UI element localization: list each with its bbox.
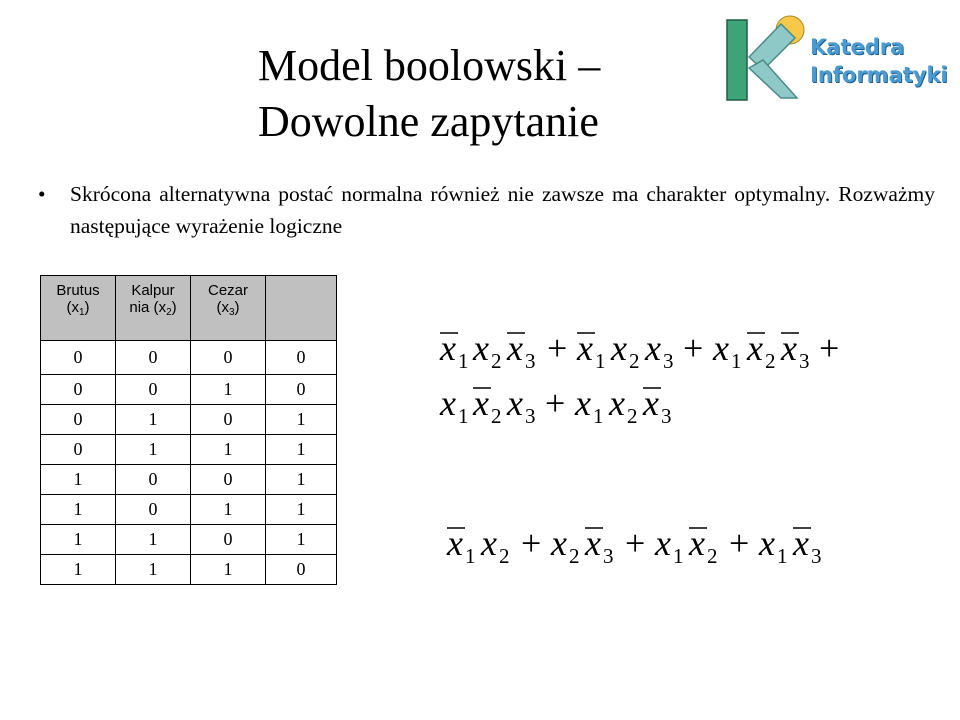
svg-text:1: 1 [458, 404, 469, 428]
table-cell: 1 [191, 495, 266, 525]
svg-text:x: x [643, 383, 659, 423]
svg-text:x: x [507, 383, 523, 423]
table-cell: 0 [41, 435, 116, 465]
svg-text:2: 2 [707, 544, 718, 568]
svg-text:x: x [440, 328, 456, 368]
table-cell: 1 [266, 495, 337, 525]
svg-text:2: 2 [491, 349, 502, 373]
svg-text:3: 3 [525, 404, 536, 428]
svg-text:2: 2 [491, 404, 502, 428]
logo-bar [727, 20, 747, 100]
svg-text:x: x [747, 328, 763, 368]
header-result [266, 276, 337, 341]
table-cell: 0 [41, 341, 116, 375]
table-cell: 0 [191, 465, 266, 495]
svg-text:x: x [507, 328, 523, 368]
svg-text:x: x [759, 523, 775, 563]
table-cell: 1 [191, 555, 266, 585]
bullet-point [38, 178, 935, 242]
svg-text:1: 1 [673, 544, 684, 568]
bullet-text: Skrócona alternatywna postać normalna również nie zawsze ma charakter optymalny. Rozważmy następujące wyrażenie logiczne [70, 182, 935, 238]
svg-text:1: 1 [593, 404, 604, 428]
header-cezar: Cezar $(x_3)$ [191, 276, 266, 341]
slide-title [258, 38, 600, 150]
svg-text:x: x [551, 523, 567, 563]
svg-text:+: + [819, 328, 840, 368]
table-cell: 1 [266, 435, 337, 465]
table-row [41, 435, 337, 465]
table-cell: 0 [266, 375, 337, 405]
svg-text:3: 3 [799, 349, 810, 373]
table-row [41, 555, 337, 585]
svg-text:x: x [575, 383, 591, 423]
formula-original [425, 310, 855, 440]
svg-text:+: + [683, 328, 704, 368]
svg-text:x: x [447, 523, 463, 563]
svg-text:x: x [781, 328, 797, 368]
svg-text:x: x [473, 383, 489, 423]
table-cell: 0 [191, 405, 266, 435]
table-row [41, 495, 337, 525]
table-cell: 0 [116, 375, 191, 405]
header-kalpurnia: Kalpur nia $(x_2)$ [116, 276, 191, 341]
svg-text:2: 2 [627, 404, 638, 428]
header-name: Cezar [207, 282, 248, 299]
svg-text:1: 1 [465, 544, 476, 568]
svg-text:3: 3 [603, 544, 614, 568]
header-name: Brutus [56, 282, 100, 299]
svg-text:3: 3 [525, 349, 536, 373]
header-brutus: Brutus $(x_1)$ [41, 276, 116, 341]
svg-text:x: x [611, 328, 627, 368]
table-cell: 1 [266, 465, 337, 495]
logo-text [810, 33, 948, 89]
bullet-marker: • [38, 182, 46, 206]
table-row [41, 375, 337, 405]
table-cell: 1 [41, 465, 116, 495]
svg-text:+: + [729, 523, 750, 563]
table-row [41, 341, 337, 375]
table-cell: 0 [191, 525, 266, 555]
svg-text:x: x [585, 523, 601, 563]
table-cell: 0 [116, 465, 191, 495]
table-cell: 1 [116, 525, 191, 555]
logo-text-line-2: Informatyki [810, 63, 948, 87]
svg-text:x: x [793, 523, 809, 563]
svg-text:x: x [713, 328, 729, 368]
svg-text:2: 2 [569, 544, 580, 568]
svg-text:1: 1 [458, 349, 469, 373]
svg-text:x: x [481, 523, 497, 563]
formula-simplified [425, 505, 845, 585]
svg-text:3: 3 [663, 349, 674, 373]
truth-table [40, 275, 337, 585]
table-cell: 1 [116, 435, 191, 465]
svg-text:x: x [577, 328, 593, 368]
title-line-2: Dowolne zapytanie [258, 97, 599, 146]
table-row [41, 525, 337, 555]
logo-diagonal-lower [749, 60, 797, 98]
formula-line-2 [439, 383, 672, 428]
table-cell: 0 [41, 405, 116, 435]
table-cell: 1 [41, 525, 116, 555]
svg-text:2: 2 [499, 544, 510, 568]
logo-diagonal-upper [749, 24, 795, 70]
formula-line-1 [439, 328, 839, 373]
table-cell: 0 [116, 495, 191, 525]
table-cell: 0 [41, 375, 116, 405]
svg-text:2: 2 [765, 349, 776, 373]
svg-text:+: + [625, 523, 646, 563]
logo-text-line-1: Katedra [810, 35, 905, 59]
svg-text:x: x [473, 328, 489, 368]
svg-text:1: 1 [777, 544, 788, 568]
svg-text:3: 3 [661, 404, 672, 428]
svg-text:x: x [689, 523, 705, 563]
table-cell: 1 [191, 435, 266, 465]
title-line-1: Model boolowski – [258, 41, 601, 90]
table-cell: 1 [41, 555, 116, 585]
table-row [41, 465, 337, 495]
svg-text:1: 1 [595, 349, 606, 373]
truth-table-header-row [41, 276, 337, 341]
table-cell: 1 [266, 525, 337, 555]
table-cell: 1 [266, 405, 337, 435]
svg-text:x: x [609, 383, 625, 423]
svg-text:+: + [521, 523, 542, 563]
table-cell: 0 [116, 341, 191, 375]
table-cell: 1 [116, 555, 191, 585]
svg-text:2: 2 [629, 349, 640, 373]
table-cell: 1 [116, 405, 191, 435]
svg-text:x: x [655, 523, 671, 563]
table-row [41, 405, 337, 435]
svg-text:1: 1 [731, 349, 742, 373]
svg-text:+: + [545, 383, 566, 423]
table-cell: 0 [191, 341, 266, 375]
table-cell: 1 [191, 375, 266, 405]
svg-text:x: x [645, 328, 661, 368]
svg-text:3: 3 [811, 544, 822, 568]
table-cell: 0 [266, 555, 337, 585]
svg-text:+: + [547, 328, 568, 368]
table-cell: 1 [41, 495, 116, 525]
svg-text:x: x [440, 383, 456, 423]
table-cell: 0 [266, 341, 337, 375]
